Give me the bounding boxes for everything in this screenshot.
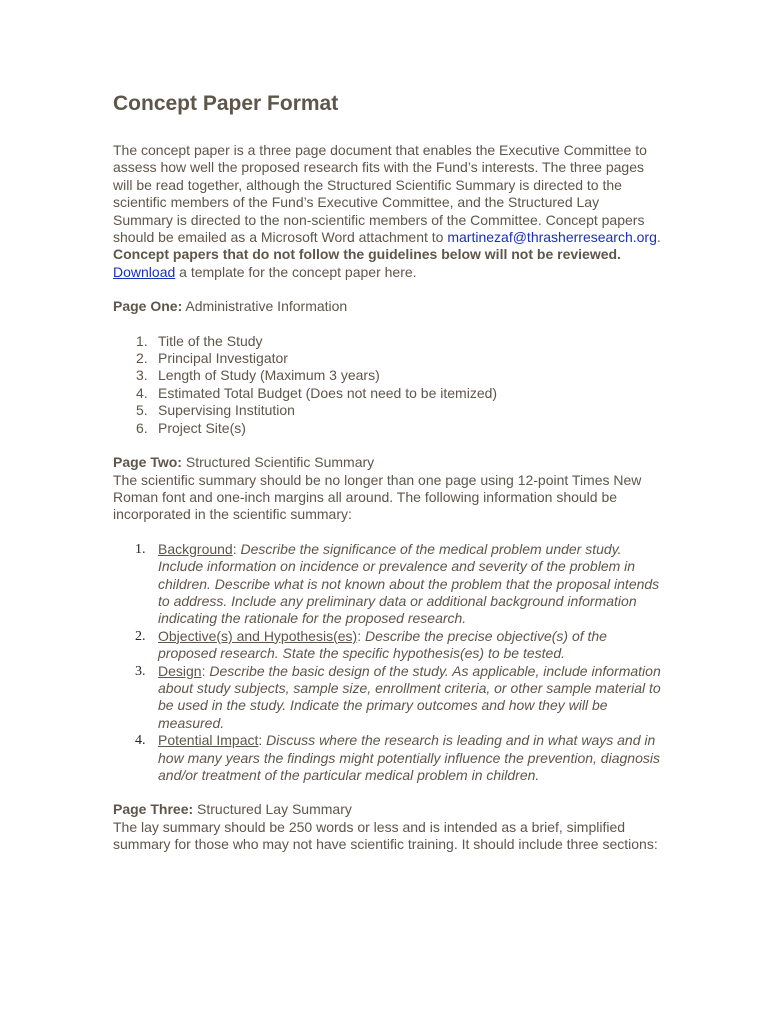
page-three-heading (113, 801, 661, 818)
list-item (113, 402, 661, 419)
spacer (113, 784, 661, 801)
list-item-text: Project Site(s) (158, 419, 246, 436)
list-item-text: Supervising Institution (158, 402, 295, 419)
section-term: Design (158, 662, 202, 679)
intro-text: The concept paper is a three page document that enables the Executive Committee to assess how well the proposed research fits with the Fund’s interests. The three pages will be read together, although the Structured Scientific Summary is directed to the scientific members of the Fund’s Executive Committee, and the Structured Lay Summary is directed to the non-scientific members of the Committee. Concept papers should be emailed as a Microsoft Word attachment to (113, 142, 647, 246)
list-number: 1. (135, 541, 146, 557)
list-item-text: Length of Study (Maximum 3 years) (158, 367, 380, 384)
term-separator: : (232, 540, 241, 557)
page-one-title: Administrative Information (182, 298, 348, 315)
list-item (113, 333, 661, 350)
list-item (113, 732, 661, 784)
intro-template-text: a template for the concept paper here. (175, 263, 417, 280)
document-content (113, 89, 661, 854)
list-number: 5. (136, 402, 148, 419)
section-description: Describe the basic design of the study. As applicable, include information about study subjects, sample size, enrollment criteria, or other sample material to be used in the study. Indicate the primary outcomes and how they will be measured. (158, 662, 661, 731)
spacer (113, 524, 661, 541)
section-description: Discuss where the research is leading and in what ways and in how many years the findings might potentially influence the prevention, diagnosis and/or treatment of the particular medical problem in children. (158, 732, 660, 783)
page-two-label: Page Two: (113, 454, 182, 471)
page-two-title: Structured Scientific Summary (181, 454, 375, 471)
list-item (113, 420, 661, 437)
list-number: 4. (135, 733, 146, 749)
list-number: 3. (135, 663, 146, 679)
list-item-text: Title of the Study (158, 332, 263, 349)
list-item (113, 350, 661, 367)
download-link[interactable]: Download (113, 263, 176, 280)
page-two-heading (113, 454, 661, 471)
list-number: 6. (136, 419, 148, 436)
guidelines-warning: Concept papers that do not follow the guidelines below will not be reviewed. (113, 246, 621, 263)
page-two-description: The scientific summary should be no longer than one page using 12-point Times New Roman font and one-inch margins all around. The following information should be incorporated in the scientific summary: (113, 471, 642, 523)
term-separator: : (357, 627, 365, 644)
spacer (113, 281, 661, 298)
term-separator: : (258, 732, 267, 749)
list-number: 2. (135, 628, 146, 644)
section-term: Background (158, 540, 233, 557)
list-number: 2. (136, 350, 148, 367)
scientific-summary-list (113, 541, 661, 785)
page-title: Concept Paper Format (113, 92, 339, 115)
administrative-list (113, 333, 661, 437)
page-three-title: Structured Lay Summary (193, 801, 352, 818)
list-item (113, 541, 661, 628)
list-item-text: Estimated Total Budget (Does not need to be itemized) (158, 384, 498, 401)
intro-paragraph (113, 142, 661, 281)
page-one-heading (113, 298, 661, 315)
list-item-text: Principal Investigator (158, 350, 288, 367)
page-one-label: Page One: (113, 298, 183, 315)
contact-email[interactable]: martinezaf@thrasherresearch.org (447, 229, 657, 246)
list-item (113, 367, 661, 384)
list-item (113, 385, 661, 402)
list-number: 1. (136, 332, 148, 349)
term-separator: : (201, 662, 210, 679)
section-term: Potential Impact (158, 732, 259, 749)
page-three-label: Page Three: (113, 801, 194, 818)
spacer (113, 316, 661, 333)
spacer (113, 437, 661, 454)
list-item (113, 663, 661, 733)
section-term: Objective(s) and Hypothesis(es) (158, 627, 358, 644)
list-number: 4. (136, 384, 148, 401)
list-item (113, 628, 661, 663)
intro-punctuation: . (656, 229, 661, 246)
section-description: Describe the significance of the medical problem under study. Include information on incidence or prevalence and severity of the problem in children. Describe what is not known about the problem that the proposal intends to address. Include any preliminary data or additional background information indicating the rationale for the proposed research. (158, 540, 660, 627)
section-description: Describe the precise objective(s) of the proposed research. State the specific hypothesis(es) to be tested. (158, 627, 607, 662)
page-three-description: The lay summary should be 250 words or less and is intended as a brief, simplified summary for those who may not have scientific training. It should include three sections: (113, 818, 658, 853)
list-number: 3. (136, 367, 148, 384)
